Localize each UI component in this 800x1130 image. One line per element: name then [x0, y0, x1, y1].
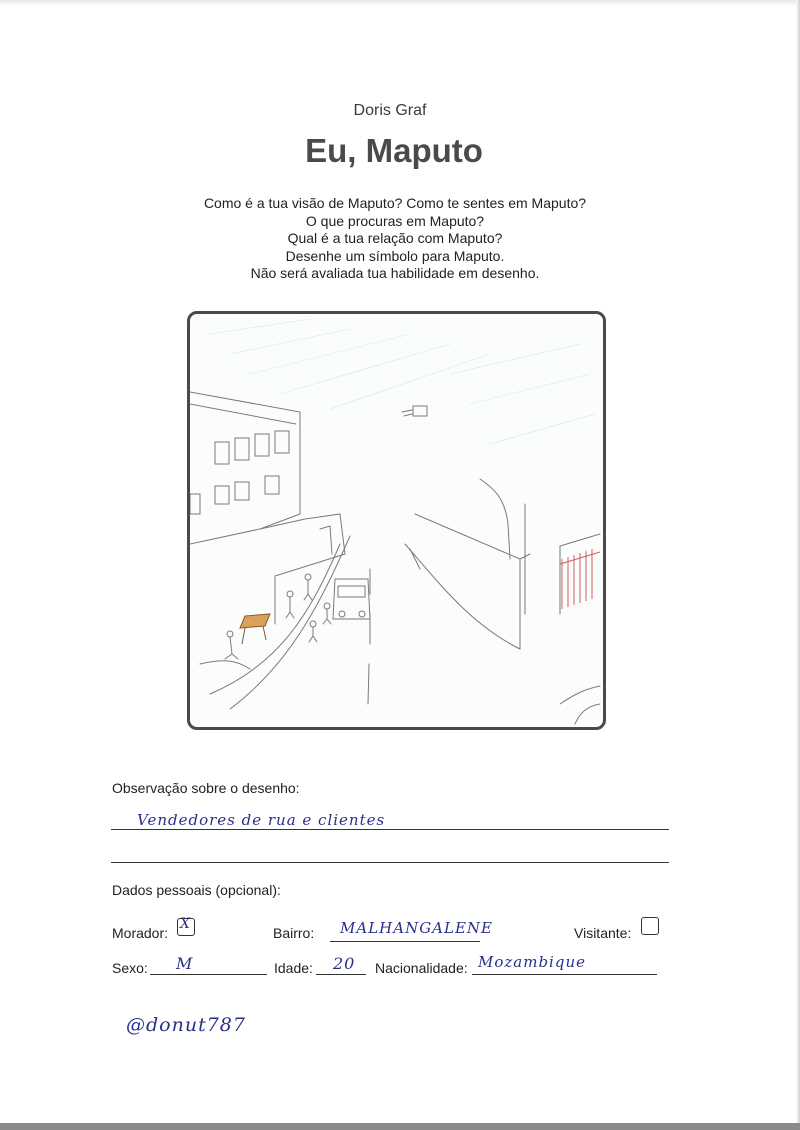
red-fence [560, 549, 600, 609]
road-edge-right [405, 544, 520, 649]
prompt-line: Não será avaliada tua habilidade em desenho. [250, 265, 540, 281]
street-sketch [190, 314, 603, 727]
author-name: Doris Graf [353, 102, 427, 119]
idade-line [316, 974, 366, 975]
building-windows [190, 431, 289, 514]
sky-hatching [210, 319, 595, 444]
wall-right [415, 514, 530, 649]
prompt-line: Como é a tua visão de Maputo? Como te sentes em Maputo? [203, 195, 587, 211]
observation-answer[interactable]: Vendedores de rua e clientes [137, 811, 386, 829]
observation-line-2 [111, 862, 669, 863]
sky-object [402, 406, 427, 416]
morador-check-mark: X [180, 916, 190, 932]
bairro-line [330, 941, 480, 942]
pedestrians [225, 574, 331, 659]
page-title: Eu, Maputo [305, 132, 483, 169]
nacionalidade-value[interactable]: Mozambique [478, 953, 586, 971]
drawing-frame [187, 311, 606, 730]
scan-top-edge [0, 0, 800, 6]
sexo-value[interactable]: M [176, 954, 194, 973]
observation-line-1 [111, 829, 669, 830]
nacionalidade-line [472, 974, 657, 975]
scan-bottom-edge [0, 1123, 800, 1130]
visitante-label: Visitante: [574, 925, 632, 941]
prompt-text [0, 195, 790, 283]
morador-checkbox[interactable] [177, 918, 195, 936]
prompt-line: O que procuras em Maputo? [305, 212, 485, 229]
idade-value[interactable]: 20 [333, 954, 356, 973]
prompt-line: Desenhe um símbolo para Maputo. [285, 247, 505, 264]
morador-label: Morador: [112, 925, 169, 941]
car [333, 579, 370, 619]
bairro-value[interactable]: MALHANGALENE [340, 919, 493, 937]
sexo-label: Sexo: [112, 960, 148, 976]
personal-data-label: Dados pessoais (opcional): [112, 882, 281, 898]
idade-label: Idade: [274, 960, 313, 976]
sexo-line [150, 974, 267, 975]
signature-handle: @donut787 [126, 1014, 246, 1036]
prompt-line: Qual é a tua relação com Maputo? [287, 230, 503, 246]
vendor-table [240, 614, 270, 644]
nacionalidade-label: Nacionalidade: [375, 960, 468, 976]
bairro-label: Bairro: [273, 925, 315, 941]
visitante-checkbox[interactable] [641, 917, 659, 935]
scan-right-edge [796, 0, 800, 1130]
observation-label: Observação sobre o desenho: [112, 780, 300, 796]
